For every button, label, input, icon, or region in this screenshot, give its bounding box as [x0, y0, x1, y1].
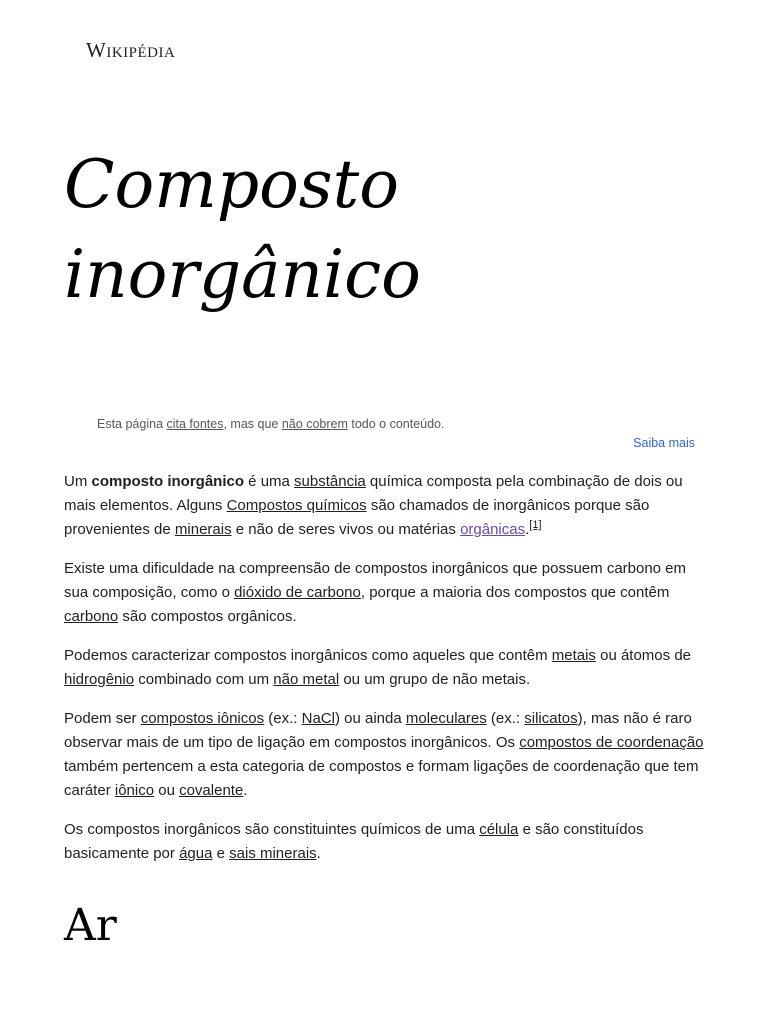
text: ou um grupo de não metais.: [339, 671, 531, 688]
link-agua[interactable]: água: [179, 845, 213, 862]
link-carbono[interactable]: carbono: [64, 608, 119, 625]
link-nacl[interactable]: NaCl: [301, 710, 335, 727]
reference-link[interactable]: [1]: [529, 519, 542, 531]
text: Existe uma dificuldade na compreensão de compostos inorgânicos que possuem carbono em sua composição, como o: [64, 560, 687, 601]
wikipedia-logo[interactable]: Wikipédia: [86, 38, 176, 62]
notice-text: todo o conteúdo.: [347, 417, 445, 431]
text: (ex.:: [264, 710, 302, 727]
link-organicas[interactable]: orgânicas: [460, 521, 526, 538]
text: (ex.:: [486, 710, 525, 727]
text: Podem ser: [64, 710, 141, 727]
cites-sources-link[interactable]: cita fontes: [166, 417, 224, 431]
text: são compostos orgânicos.: [118, 608, 297, 625]
link-nao-metal[interactable]: não metal: [273, 671, 340, 688]
paragraph-carbon: [64, 557, 704, 629]
text: ) ou ainda: [334, 710, 406, 727]
text: Podemos caracterizar compostos inorgânicos como aqueles que contêm: [64, 647, 552, 664]
link-substancia[interactable]: substância: [294, 473, 366, 490]
sources-notice: [97, 417, 444, 431]
text: .: [525, 521, 530, 538]
section-heading: Ar: [64, 900, 117, 951]
link-metais[interactable]: metais: [551, 647, 596, 664]
learn-more-link[interactable]: Saiba mais: [633, 436, 695, 450]
text: , porque a maioria dos compostos que contêm: [360, 584, 670, 601]
bold-term: composto inorgânico: [91, 473, 245, 490]
link-sais-minerais[interactable]: sais minerais: [229, 845, 317, 862]
text: combinado com um: [134, 671, 274, 688]
text: são chamados de inorgânicos porque são provenientes de: [64, 497, 650, 538]
article-body: [64, 470, 704, 881]
text: .: [243, 782, 248, 799]
paragraph-bonds: [64, 707, 704, 803]
link-celula[interactable]: célula: [479, 821, 519, 838]
text: ), mas não é raro observar mais de um tipo de ligação em compostos inorgânicos. Os: [64, 710, 692, 751]
text: .: [316, 845, 321, 862]
text: e são constituídos basicamente por: [64, 821, 644, 862]
link-dioxido-de-carbono[interactable]: dióxido de carbono: [234, 584, 361, 601]
text: Os compostos inorgânicos são constituintes químicos de uma: [64, 821, 480, 838]
paragraph-intro: [64, 470, 704, 542]
link-hidrogenio[interactable]: hidrogênio: [64, 671, 135, 688]
text: e não de seres vivos ou matérias: [231, 521, 461, 538]
link-compostos-ionicos[interactable]: compostos iônicos: [140, 710, 265, 727]
link-ionico[interactable]: iônico: [114, 782, 155, 799]
text: ou: [154, 782, 180, 799]
text: também pertencem a esta categoria de compostos e formam ligações de coordenação que tem caráter: [64, 758, 699, 799]
link-covalente[interactable]: covalente: [179, 782, 244, 799]
not-covered-link[interactable]: não cobrem: [281, 417, 348, 431]
text: é uma: [244, 473, 295, 490]
link-moleculares[interactable]: moleculares: [405, 710, 487, 727]
page-title: Composto inorgânico: [64, 146, 421, 313]
text: Um: [64, 473, 92, 490]
link-minerais[interactable]: minerais: [174, 521, 232, 538]
text: e: [212, 845, 230, 862]
link-compostos-quimicos[interactable]: Compostos químicos: [226, 497, 367, 514]
link-compostos-de-coordenacao[interactable]: compostos de coordenação: [519, 734, 704, 751]
notice-text: Esta página: [97, 417, 167, 431]
text: ou átomos de: [595, 647, 691, 664]
text: química composta pela combinação de dois ou mais elementos. Alguns: [64, 473, 683, 514]
notice-text: , mas que: [223, 417, 282, 431]
paragraph-cell: [64, 818, 704, 866]
paragraph-characterize: [64, 644, 704, 692]
link-silicatos[interactable]: silicatos: [524, 710, 578, 727]
